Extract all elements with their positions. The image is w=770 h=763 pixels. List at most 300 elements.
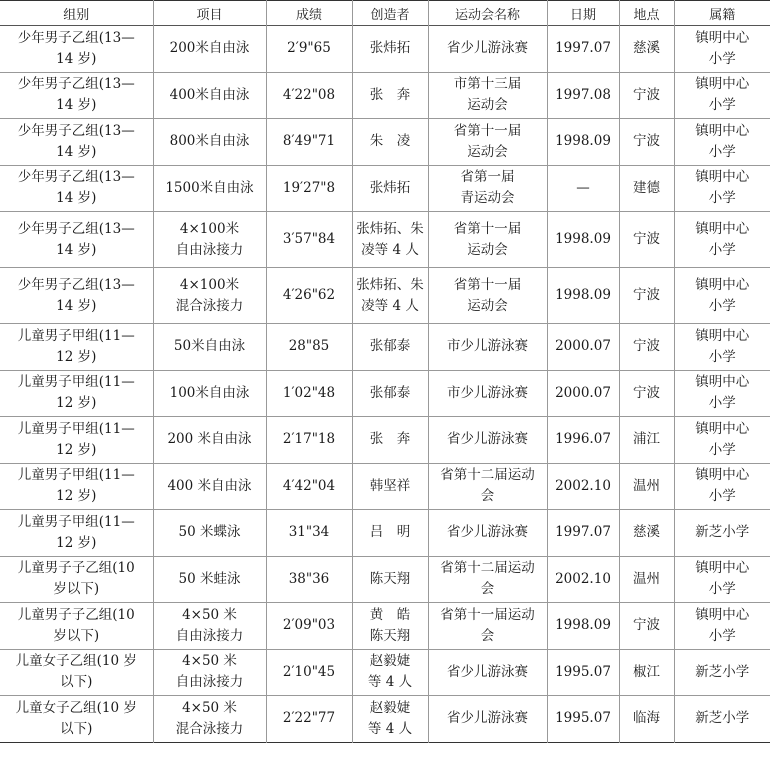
cell-date: 2002.10 <box>547 556 619 603</box>
header-place: 地点 <box>619 1 674 26</box>
cell-result: 8′49"71 <box>266 119 352 166</box>
cell-affiliation-text <box>695 219 749 261</box>
cell-meet-text <box>447 38 528 59</box>
cell-event-text <box>174 336 245 357</box>
cell-event <box>153 26 266 73</box>
cell-affiliation-text <box>695 28 749 70</box>
cell-meet-line: 市第十三届 <box>453 76 522 93</box>
cell-group <box>0 463 153 510</box>
cell-event-text <box>170 383 250 404</box>
cell-meet <box>428 370 547 417</box>
cell-affiliation-line: 新芝小学 <box>695 710 750 727</box>
cell-date: 1997.07 <box>547 26 619 73</box>
cell-holder-line: 韩坚祥 <box>369 477 411 494</box>
table-row <box>0 165 770 212</box>
cell-place: 临海 <box>619 696 674 743</box>
cell-group <box>0 603 153 650</box>
cell-affiliation-text <box>695 419 749 461</box>
cell-event-line: 4×50 米 <box>182 699 237 716</box>
cell-holder-line: 陈天翔 <box>369 570 411 587</box>
cell-date: 1997.08 <box>547 72 619 119</box>
cell-affiliation-text <box>695 558 749 600</box>
table-row <box>0 26 770 73</box>
cell-event-line: 400米自由泳 <box>169 86 250 103</box>
cell-event <box>153 649 266 696</box>
cell-group-line: 以下) <box>60 674 93 691</box>
cell-holder-line: 凌等 4 人 <box>361 241 419 258</box>
cell-group <box>0 370 153 417</box>
cell-meet-line: 省少儿游泳赛 <box>447 40 528 57</box>
cell-place: 建德 <box>619 165 674 212</box>
cell-group-text <box>18 28 135 70</box>
cell-group-line: 少年男子乙组(13— <box>17 76 135 93</box>
cell-affiliation-text <box>695 167 749 209</box>
cell-event <box>153 324 266 371</box>
cell-meet-text <box>454 74 522 116</box>
cell-meet-line: 省少儿游泳赛 <box>447 663 528 680</box>
cell-meet-line: 市少儿游泳赛 <box>447 338 528 355</box>
cell-group-text <box>18 512 135 554</box>
cell-group-text <box>18 326 135 368</box>
cell-place: 宁波 <box>619 212 674 268</box>
cell-group-text <box>18 167 135 209</box>
cell-date: — <box>547 165 619 212</box>
cell-affiliation <box>674 649 770 696</box>
header-date: 日期 <box>547 1 619 26</box>
table-row <box>0 370 770 417</box>
cell-group <box>0 556 153 603</box>
cell-meet <box>428 556 547 603</box>
cell-affiliation-line: 镇明中心 <box>695 276 750 293</box>
cell-meet-line: 省少儿游泳赛 <box>447 524 528 541</box>
cell-meet-line: 运动会 <box>467 241 508 258</box>
cell-event-text <box>165 178 253 199</box>
cell-event-text <box>176 275 244 317</box>
cell-result: 4′26"62 <box>266 268 352 324</box>
cell-event-text <box>176 651 244 693</box>
cell-result: 2′22"77 <box>266 696 352 743</box>
cell-holder <box>352 212 428 268</box>
cell-meet-text <box>447 522 528 543</box>
cell-place: 温州 <box>619 556 674 603</box>
cell-meet <box>428 268 547 324</box>
cell-place: 宁波 <box>619 119 674 166</box>
cell-affiliation-line: 小学 <box>708 50 736 67</box>
cell-group-line: 儿童女子乙组(10 岁 <box>15 653 137 670</box>
cell-group-line: 岁以下) <box>53 581 100 598</box>
cell-holder-text <box>370 178 411 199</box>
header-affiliation: 属籍 <box>674 1 770 26</box>
cell-place: 慈溪 <box>619 26 674 73</box>
cell-holder-line: 等 4 人 <box>367 674 413 691</box>
cell-holder-line: 赵毅婕 <box>369 653 411 670</box>
cell-event <box>153 119 266 166</box>
cell-group-line: 12 岁) <box>56 488 97 505</box>
cell-group-text <box>18 419 135 461</box>
cell-group <box>0 510 153 557</box>
cell-result: 4′22"08 <box>266 72 352 119</box>
header-group: 组别 <box>63 7 90 23</box>
cell-meet-text <box>447 708 528 729</box>
cell-event-line: 自由泳接力 <box>175 627 244 644</box>
cell-group-line: 少年男子乙组(13— <box>17 169 135 186</box>
header-result: 成绩 <box>266 1 352 26</box>
cell-affiliation <box>674 603 770 650</box>
cell-group-text <box>16 698 137 740</box>
cell-date: 1998.09 <box>547 212 619 268</box>
cell-group-line: 儿童男子子乙组(10 <box>17 560 135 577</box>
cell-group-line: 14 岁) <box>56 241 97 258</box>
cell-event-line: 自由泳接力 <box>175 241 244 258</box>
cell-event-line: 1500米自由泳 <box>165 179 254 196</box>
cell-date: 1998.09 <box>547 119 619 166</box>
cell-meet-line: 市少儿游泳赛 <box>447 384 528 401</box>
cell-affiliation-line: 小学 <box>708 97 736 114</box>
cell-meet-line: 省少儿游泳赛 <box>447 710 528 727</box>
cell-holder-text <box>356 275 424 317</box>
cell-group <box>0 72 153 119</box>
cell-meet <box>428 324 547 371</box>
cell-holder <box>352 556 428 603</box>
cell-holder <box>352 26 428 73</box>
cell-meet-line: 省第十一届 <box>453 276 522 293</box>
cell-group <box>0 165 153 212</box>
cell-affiliation-text <box>695 708 749 729</box>
cell-meet-line: 会 <box>480 488 495 505</box>
cell-meet-line: 省第十二届运动 <box>440 467 535 484</box>
cell-affiliation-line: 小学 <box>708 241 736 258</box>
cell-group-line: 儿童女子乙组(10 岁 <box>15 699 137 716</box>
table-row <box>0 696 770 743</box>
cell-meet-text <box>440 605 535 647</box>
cell-affiliation-line: 镇明中心 <box>695 560 750 577</box>
cell-affiliation <box>674 26 770 73</box>
cell-meet <box>428 119 547 166</box>
cell-holder <box>352 268 428 324</box>
cell-place: 宁波 <box>619 370 674 417</box>
cell-date: 1996.07 <box>547 417 619 464</box>
cell-meet-line: 省第十二届运动 <box>440 560 535 577</box>
cell-affiliation-line: 镇明中心 <box>695 122 750 139</box>
cell-meet-line: 青运动会 <box>460 190 515 207</box>
cell-holder <box>352 72 428 119</box>
cell-place: 温州 <box>619 463 674 510</box>
cell-place: 宁波 <box>619 324 674 371</box>
header-event: 项目 <box>153 1 266 26</box>
table-row <box>0 324 770 371</box>
cell-holder-line: 张郁泰 <box>369 384 411 401</box>
cell-meet <box>428 463 547 510</box>
cell-meet <box>428 165 547 212</box>
cell-event-text <box>176 698 244 740</box>
cell-affiliation <box>674 696 770 743</box>
cell-affiliation-line: 镇明中心 <box>695 327 750 344</box>
cell-event-line: 200 米自由泳 <box>167 431 252 448</box>
cell-holder-line: 张郁泰 <box>369 338 411 355</box>
cell-result: 2′10"45 <box>266 649 352 696</box>
cell-meet-line: 省少儿游泳赛 <box>447 431 528 448</box>
cell-affiliation-line: 小学 <box>708 627 736 644</box>
cell-group <box>0 212 153 268</box>
cell-date: 1995.07 <box>547 649 619 696</box>
cell-affiliation-text <box>695 522 749 543</box>
cell-meet <box>428 603 547 650</box>
table-row <box>0 649 770 696</box>
cell-group-line: 14 岁) <box>56 50 97 67</box>
cell-affiliation-line: 镇明中心 <box>695 374 750 391</box>
table-row <box>0 556 770 603</box>
cell-group <box>0 417 153 464</box>
table-row <box>0 417 770 464</box>
cell-event <box>153 696 266 743</box>
cell-group-line: 12 岁) <box>56 441 97 458</box>
cell-meet-text <box>447 429 528 450</box>
cell-group-line: 14 岁) <box>56 97 97 114</box>
table-row <box>0 268 770 324</box>
cell-holder-line: 等 4 人 <box>367 720 413 737</box>
cell-affiliation <box>674 324 770 371</box>
cell-group-line: 儿童男子甲组(11— <box>17 327 135 344</box>
cell-group <box>0 119 153 166</box>
cell-event <box>153 417 266 464</box>
cell-holder-text <box>370 85 411 106</box>
cell-meet <box>428 510 547 557</box>
cell-event-line: 混合泳接力 <box>175 720 244 737</box>
cell-event-line: 100米自由泳 <box>169 384 250 401</box>
cell-group <box>0 26 153 73</box>
cell-meet <box>428 696 547 743</box>
cell-holder-line: 吕 明 <box>369 524 411 541</box>
cell-holder-line: 张炜拓、朱 <box>356 276 424 293</box>
table-row <box>0 463 770 510</box>
cell-affiliation-text <box>695 465 749 507</box>
cell-holder-line: 朱 凌 <box>369 133 411 150</box>
cell-holder-text <box>370 38 411 59</box>
cell-event <box>153 603 266 650</box>
cell-group-line: 儿童男子甲组(11— <box>17 420 135 437</box>
cell-meet-line: 会 <box>480 627 495 644</box>
cell-group-text <box>18 605 135 647</box>
cell-place: 宁波 <box>619 72 674 119</box>
table-row <box>0 510 770 557</box>
cell-meet-line: 运动会 <box>467 297 508 314</box>
cell-affiliation-line: 小学 <box>708 581 736 598</box>
cell-meet-text <box>440 465 535 507</box>
cell-meet-text <box>440 558 535 600</box>
cell-affiliation-line: 镇明中心 <box>695 29 750 46</box>
cell-affiliation-line: 小学 <box>708 297 736 314</box>
cell-result: 38"36 <box>266 556 352 603</box>
cell-event <box>153 463 266 510</box>
cell-event-line: 4×50 米 <box>182 606 237 623</box>
cell-result: 4′42"04 <box>266 463 352 510</box>
cell-meet-text <box>447 336 528 357</box>
cell-event-text <box>179 569 241 590</box>
cell-holder-text <box>370 569 411 590</box>
cell-result: 28"85 <box>266 324 352 371</box>
table-row <box>0 603 770 650</box>
cell-affiliation-line: 小学 <box>708 488 736 505</box>
cell-affiliation <box>674 72 770 119</box>
cell-holder <box>352 119 428 166</box>
cell-event-text <box>176 605 244 647</box>
cell-event <box>153 212 266 268</box>
cell-affiliation <box>674 165 770 212</box>
cell-meet-line: 运动会 <box>467 97 508 114</box>
cell-event-text <box>167 429 251 450</box>
cell-event <box>153 72 266 119</box>
cell-event <box>153 510 266 557</box>
cell-group-line: 儿童男子甲组(11— <box>17 513 135 530</box>
cell-result: 31"34 <box>266 510 352 557</box>
cell-meet-text <box>461 167 515 209</box>
cell-group-line: 儿童男子甲组(11— <box>17 374 135 391</box>
cell-group-line: 以下) <box>60 720 93 737</box>
cell-affiliation-text <box>695 372 749 414</box>
cell-event-text <box>170 38 250 59</box>
cell-affiliation-text <box>695 605 749 647</box>
table-row <box>0 119 770 166</box>
cell-meet-line: 省第十一届 <box>453 220 522 237</box>
cell-holder <box>352 324 428 371</box>
cell-event-line: 400 米自由泳 <box>167 477 252 494</box>
cell-group <box>0 649 153 696</box>
cell-holder <box>352 603 428 650</box>
cell-affiliation-line: 镇明中心 <box>695 220 750 237</box>
cell-event-line: 自由泳接力 <box>175 674 244 691</box>
cell-event <box>153 268 266 324</box>
cell-holder-line: 张 奔 <box>369 86 411 103</box>
cell-date: 2002.10 <box>547 463 619 510</box>
cell-group-text <box>16 651 137 693</box>
cell-meet-text <box>454 275 522 317</box>
cell-group-line: 岁以下) <box>53 627 100 644</box>
cell-affiliation <box>674 417 770 464</box>
cell-group-line: 14 岁) <box>56 190 97 207</box>
cell-holder <box>352 370 428 417</box>
cell-affiliation-line: 小学 <box>708 348 736 365</box>
cell-meet <box>428 212 547 268</box>
cell-affiliation-line: 镇明中心 <box>695 76 750 93</box>
cell-group-text <box>18 74 135 116</box>
cell-affiliation-text <box>695 326 749 368</box>
cell-affiliation-text <box>695 275 749 317</box>
cell-holder-text <box>370 605 411 647</box>
cell-group-line: 少年男子乙组(13— <box>17 276 135 293</box>
cell-event-text <box>170 131 250 152</box>
cell-meet-line: 会 <box>480 581 495 598</box>
header-row <box>0 1 770 26</box>
cell-result: 2′09"03 <box>266 603 352 650</box>
cell-event-line: 200米自由泳 <box>169 40 250 57</box>
cell-place: 宁波 <box>619 268 674 324</box>
cell-result: 19′27"8 <box>266 165 352 212</box>
cell-result: 1′02"48 <box>266 370 352 417</box>
cell-meet-text <box>454 219 522 261</box>
cell-holder-line: 张炜拓、朱 <box>356 220 424 237</box>
cell-affiliation-line: 新芝小学 <box>695 524 750 541</box>
cell-meet <box>428 72 547 119</box>
cell-event-text <box>170 85 250 106</box>
cell-affiliation-text <box>695 662 749 683</box>
cell-event-text <box>179 522 241 543</box>
cell-event-line: 800米自由泳 <box>169 133 250 150</box>
cell-event-line: 4×100米 <box>179 220 240 237</box>
cell-holder <box>352 649 428 696</box>
cell-holder-line: 凌等 4 人 <box>361 297 419 314</box>
cell-affiliation-text <box>695 74 749 116</box>
cell-affiliation <box>674 556 770 603</box>
header-meet: 运动会名称 <box>428 1 547 26</box>
cell-affiliation-text <box>695 121 749 163</box>
cell-place: 慈溪 <box>619 510 674 557</box>
cell-affiliation <box>674 370 770 417</box>
cell-meet <box>428 417 547 464</box>
cell-meet <box>428 649 547 696</box>
cell-affiliation <box>674 510 770 557</box>
cell-group-text <box>18 372 135 414</box>
cell-group <box>0 696 153 743</box>
table-header <box>0 1 770 26</box>
cell-result: 3′57"84 <box>266 212 352 268</box>
cell-affiliation <box>674 119 770 166</box>
cell-affiliation-line: 镇明中心 <box>695 169 750 186</box>
cell-place: 浦江 <box>619 417 674 464</box>
cell-meet-text <box>447 383 528 404</box>
cell-meet-line: 省第十一届 <box>453 122 522 139</box>
cell-affiliation-line: 小学 <box>708 395 736 412</box>
cell-affiliation-line: 小学 <box>708 190 736 207</box>
cell-holder <box>352 510 428 557</box>
cell-holder-text <box>368 698 412 740</box>
cell-date: 2000.07 <box>547 324 619 371</box>
cell-event <box>153 370 266 417</box>
cell-holder-text <box>370 476 411 497</box>
cell-affiliation-line: 镇明中心 <box>695 606 750 623</box>
cell-event-line: 4×100米 <box>179 276 240 293</box>
cell-meet-text <box>454 121 522 163</box>
cell-holder-text <box>368 651 412 693</box>
cell-meet-text <box>447 662 528 683</box>
cell-place: 宁波 <box>619 603 674 650</box>
cell-meet-line: 省第一届 <box>460 169 515 186</box>
cell-group-line: 14 岁) <box>56 297 97 314</box>
cell-group <box>0 324 153 371</box>
cell-group-line: 12 岁) <box>56 534 97 551</box>
cell-group-text <box>18 219 135 261</box>
cell-group-line: 少年男子乙组(13— <box>17 220 135 237</box>
cell-event-text <box>167 476 251 497</box>
cell-holder-text <box>370 131 411 152</box>
cell-affiliation-line: 小学 <box>708 441 736 458</box>
cell-event <box>153 165 266 212</box>
cell-event-line: 50 米蛙泳 <box>178 570 241 587</box>
cell-holder <box>352 696 428 743</box>
cell-holder <box>352 417 428 464</box>
cell-affiliation <box>674 268 770 324</box>
cell-holder-line: 陈天翔 <box>369 627 411 644</box>
cell-event <box>153 556 266 603</box>
cell-group-text <box>18 121 135 163</box>
cell-date: 1998.09 <box>547 603 619 650</box>
cell-event-line: 50 米蝶泳 <box>178 524 241 541</box>
cell-holder-text <box>370 383 411 404</box>
cell-affiliation-line: 镇明中心 <box>695 467 750 484</box>
cell-holder-text <box>370 522 411 543</box>
cell-group-text <box>18 465 135 507</box>
cell-affiliation-line: 小学 <box>708 143 736 160</box>
cell-holder <box>352 463 428 510</box>
